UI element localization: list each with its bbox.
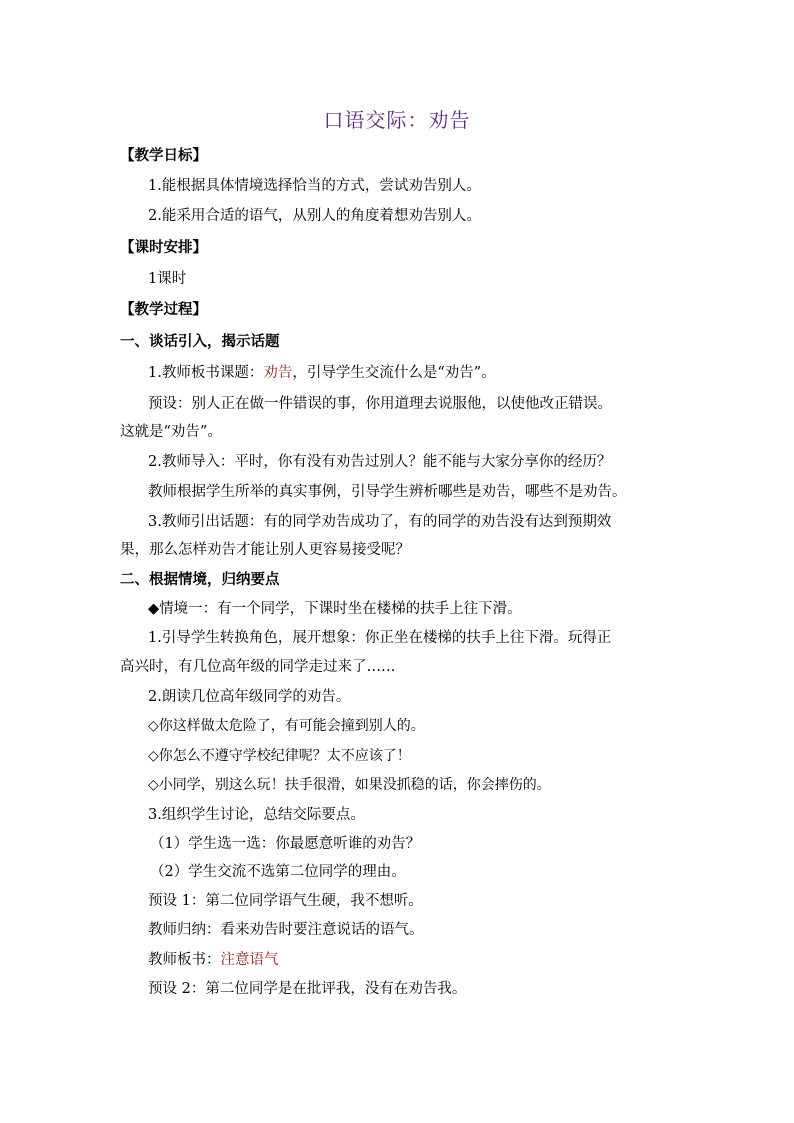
goal-item: 1.能根据具体情境选择恰当的方式，尝试劝告别人。 [148, 178, 481, 194]
goal-item: 2.能采用合适的语气，从别人的角度着想劝告别人。 [148, 208, 481, 224]
paragraph-text: ，引导学生交流什么是“劝告”。 [292, 365, 496, 381]
paragraph-text: 教师归纳：看来劝告时要注意说话的语气。 [148, 922, 424, 938]
question-item: （1）学生选一选：你最愿意听谁的劝告？ [150, 836, 421, 852]
advice-item: ◇小同学，别这么玩！扶手很滑，如果没抓稳的话，你会摔伤的。 [148, 777, 551, 793]
paragraph-text: 教师板书： [148, 952, 221, 968]
section-heading-schedule: 【课时安排】 [120, 239, 207, 256]
paragraph-text: 高兴时，有几位高年级的同学走过来了…… [120, 659, 396, 675]
part-heading: 一、谈话引入，揭示话题 [120, 333, 280, 350]
part-heading: 二、根据情境，归纳要点 [120, 571, 280, 588]
schedule-text: 1课时 [148, 271, 187, 287]
page-title: 口语交际：劝告 [323, 108, 471, 132]
paragraph [148, 363, 496, 383]
paragraph-text: 预设：别人正在做一件错误的事，你用道理去说服他，以使他改正错误。 [148, 396, 612, 412]
paragraph-text: 2.教师导入：平时，你有没有劝告过别人？能不能与大家分享你的经历？ [148, 454, 612, 470]
paragraph-text: 3.组织学生讨论，总结交际要点。 [148, 807, 365, 823]
highlighted-text: 劝告 [263, 365, 293, 381]
paragraph-text: 1.教师板书课题： [148, 365, 264, 381]
section-heading-process: 【教学过程】 [120, 301, 207, 318]
section-heading-goals: 【教学日标】 [120, 147, 207, 164]
advice-item: ◇你怎么不遵守学校纪律呢？太不应该了！ [148, 748, 411, 764]
question-item: （2）学生交流不选第二位同学的理由。 [150, 864, 406, 880]
paragraph-text: 预设 2：第二位同学是在批评我，没有在劝告我。 [148, 981, 467, 997]
advice-item: ◇你这样做太危险了，有可能会撞到别人的。 [148, 718, 425, 734]
paragraph-text: 1.引导学生转换角色，展开想象：你正坐在楼梯的扶手上往下滑。玩得正 [148, 630, 612, 646]
scene-text: ◆情境一：有一个同学，下课时坐在楼梯的扶手上往下滑。 [148, 601, 522, 617]
paragraph-text: 教师根据学生所举的真实事例，引导学生辨析哪些是劝告，哪些不是劝告。 [148, 484, 627, 500]
paragraph [148, 950, 279, 970]
paragraph-text: 果，那么怎样劝告才能让别人更容易接受呢？ [120, 542, 410, 558]
paragraph-text: 2.朗读几位高年级同学的劝告。 [148, 689, 351, 705]
highlighted-text: 注意语气 [220, 952, 279, 968]
paragraph-text: 预设 1：第二位同学语气生硬，我不想听。 [148, 893, 423, 909]
paragraph-text: 这就是“劝告”。 [120, 424, 222, 440]
paragraph-text: 3.教师引出话题：有的同学劝告成功了，有的同学的劝告没有达到预期效 [148, 514, 612, 530]
